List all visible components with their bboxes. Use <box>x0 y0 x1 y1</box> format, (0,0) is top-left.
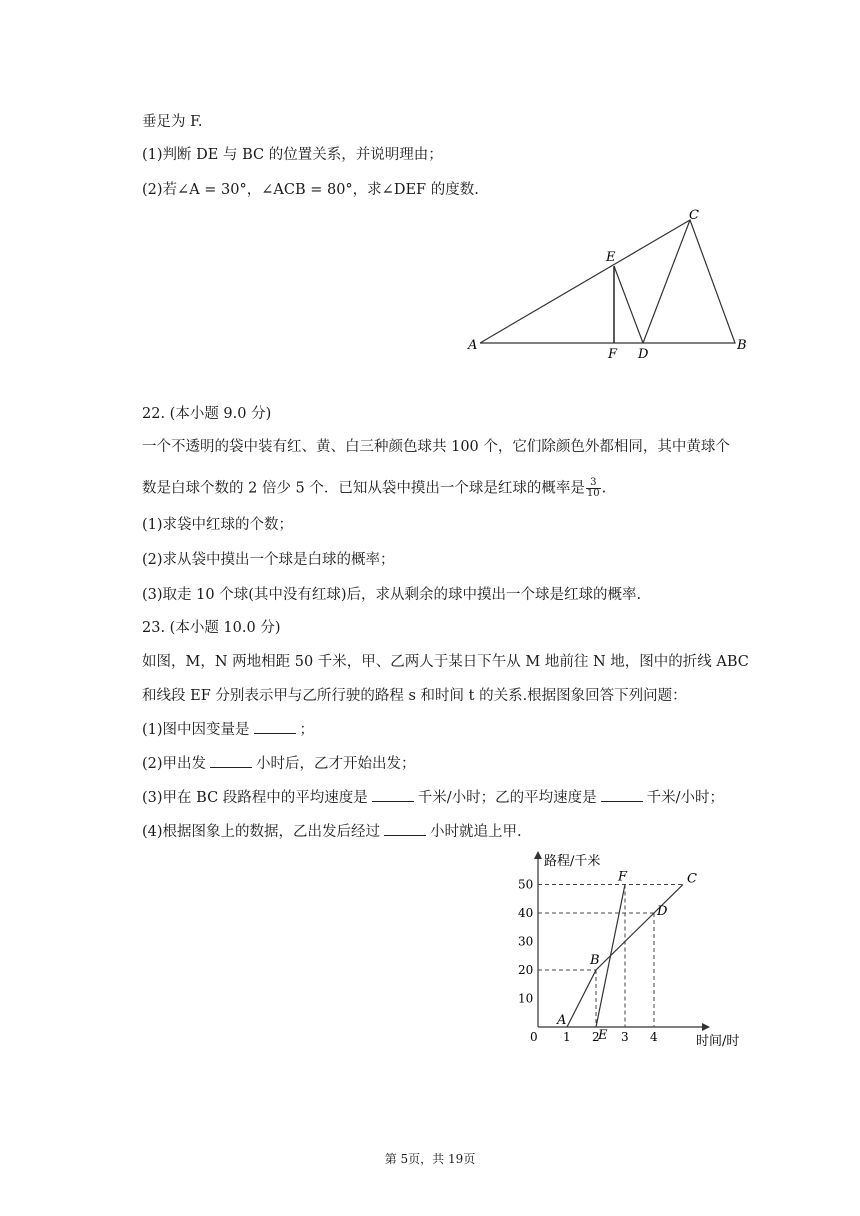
origin-label: 0 <box>530 1030 538 1044</box>
y-axis-label: 路程/千米 <box>544 854 601 869</box>
label-a: A <box>468 338 478 353</box>
q23-part1-b: ； <box>299 722 315 738</box>
q23-body-1: 如图，M，N 两地相距 50 千米，甲、乙两人于某日下午从 M 地前往 N 地，图中的折线 ABC <box>142 654 749 670</box>
x-tick-label: 3 <box>621 1030 629 1044</box>
x-tick-label: 2 <box>592 1030 600 1044</box>
q22-body-2 <box>142 478 606 499</box>
y-tick-label: 20 <box>518 963 534 977</box>
q22-body-2-end: . <box>601 480 607 497</box>
label-b: B <box>737 338 747 353</box>
series-line-2 <box>596 885 625 1028</box>
q23-part1-a: (1)图中因变量是 <box>142 722 250 738</box>
q22-body-2-text: 数是白球个数的 2 倍少 5 个．已知从袋中摸出一个球是红球的概率是 <box>142 480 585 497</box>
q23-part4-b: 小时就追上甲. <box>430 824 522 840</box>
q23-part3-c: 千米/小时； <box>646 790 725 806</box>
answer-blank-2[interactable] <box>210 753 252 768</box>
triangle-figure <box>460 205 760 365</box>
probability-fraction <box>586 478 601 499</box>
x-tick-label: 1 <box>563 1030 571 1044</box>
fraction-denominator: 10 <box>586 488 600 499</box>
label-e: E <box>606 250 616 265</box>
q23-part2-b: 小时后，乙才开始出发； <box>256 756 416 772</box>
x-tick-label: 4 <box>650 1030 658 1044</box>
x-axis-arrow <box>702 1023 710 1031</box>
point-label-e: E <box>598 1028 608 1043</box>
y-tick-label: 30 <box>518 934 534 949</box>
q22-part3: (3)取走 10 个球(其中没有红球)后，求从剩余的球中摸出一个球是红球的概率. <box>142 587 642 603</box>
answer-blank-1[interactable] <box>254 719 296 734</box>
q21-continuation: 垂足为 F. <box>142 114 203 130</box>
label-c: C <box>689 208 699 223</box>
distance-time-chart <box>500 845 760 1055</box>
fraction-numerator: 3 <box>586 478 601 489</box>
y-tick-label: 10 <box>518 991 534 1006</box>
answer-blank-4[interactable] <box>601 787 643 802</box>
q23-part2 <box>142 753 416 774</box>
q23-part1 <box>142 719 314 740</box>
q23-header: 23. (本小题 10.0 分) <box>142 620 281 636</box>
q22-body-1: 一个不透明的袋中装有红、黄、白三种颜色球共 100 个，它们除颜色外都相同，其中黄球个 <box>142 439 730 455</box>
q21-part2: (2)若∠A = 30°，∠ACB = 80°，求∠DEF 的度数. <box>142 182 479 198</box>
q21-part1: (1)判断 DE 与 BC 的位置关系，并说明理由； <box>142 147 443 163</box>
q23-part3-b: 千米/小时；乙的平均速度是 <box>417 790 597 806</box>
answer-blank-3[interactable] <box>372 787 414 802</box>
point-label-c: C <box>687 871 697 887</box>
point-label-a: A <box>557 1013 567 1028</box>
y-axis-arrow <box>534 851 542 859</box>
label-d: D <box>638 347 649 362</box>
q22-part1: (1)求袋中红球的个数； <box>142 517 294 533</box>
answer-blank-5[interactable] <box>384 821 426 836</box>
point-label-d: D <box>657 904 668 919</box>
x-axis-label: 时间/时 <box>696 1034 740 1049</box>
q23-part2-a: (2)甲出发 <box>142 756 207 772</box>
page-footer: 第 5页，共 19页 <box>384 1152 476 1166</box>
point-label-f: F <box>618 869 628 885</box>
q23-body-2: 和线段 EF 分别表示甲与乙所行驶的路程 s 和时间 t 的关系.根据图象回答下列问题： <box>142 688 687 704</box>
q22-header: 22. (本小题 9.0 分) <box>142 406 272 422</box>
q23-part3 <box>142 787 724 808</box>
label-f: F <box>608 347 618 362</box>
q22-part2: (2)求从袋中摸出一个球是白球的概率； <box>142 552 395 568</box>
point-label-b: B <box>590 953 600 968</box>
q23-part3-a: (3)甲在 BC 段路程中的平均速度是 <box>142 790 368 806</box>
y-tick-label: 50 <box>518 877 534 892</box>
q23-part4 <box>142 821 522 842</box>
y-tick-label: 40 <box>518 906 534 920</box>
q23-part4-a: (4)根据图象上的数据，乙出发后经过 <box>142 824 381 840</box>
